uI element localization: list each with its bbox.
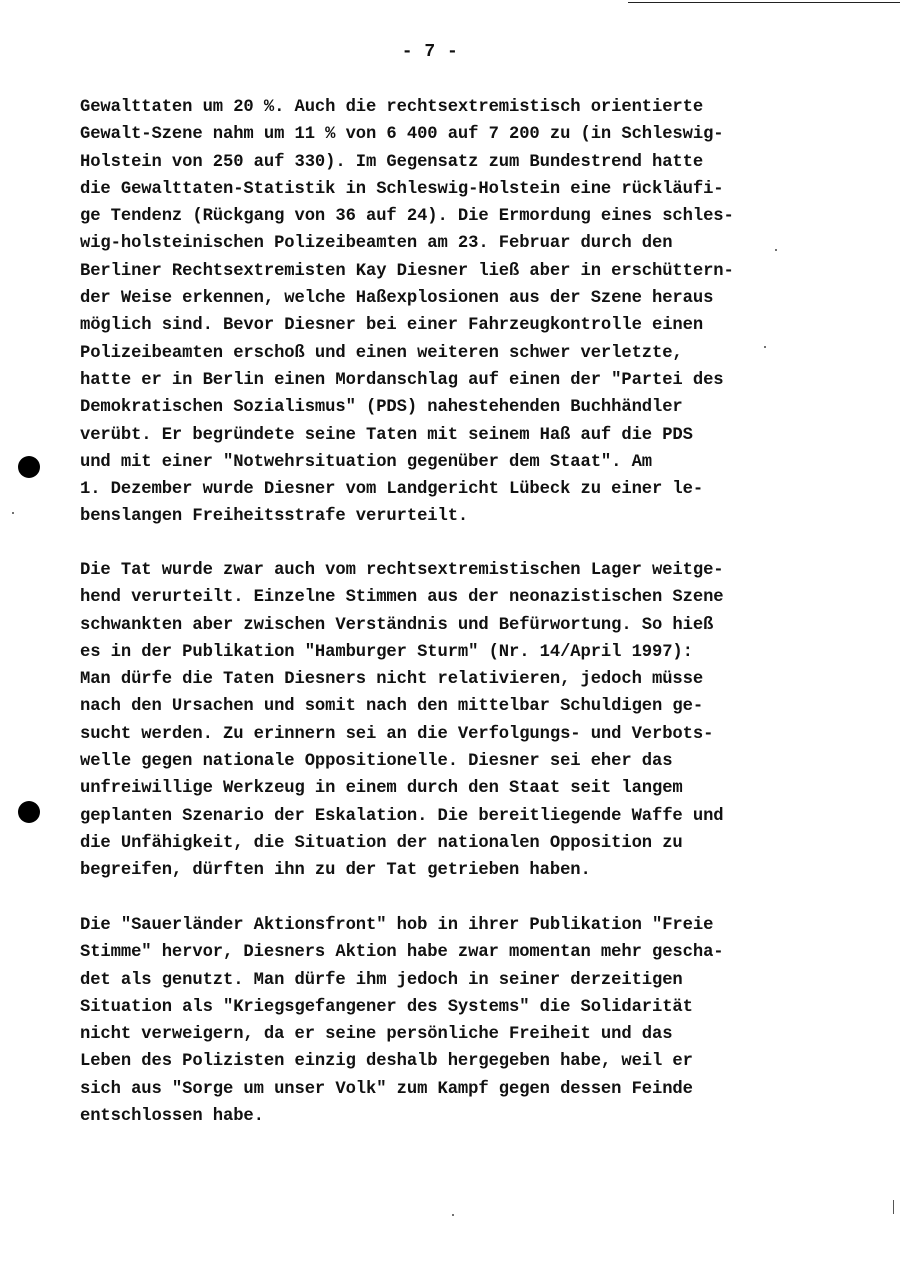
text-line: nicht verweigern, da er seine persönliche Freiheit und das — [80, 1025, 673, 1045]
text-line: Die Tat wurde zwar auch vom rechtsextremistischen Lager weitge- — [80, 561, 724, 580]
text-line: Gewalttaten um 20 %. Auch die rechtsextremistisch orientierte — [80, 98, 704, 117]
text-line: unfreiwillige Werkzeug in einem durch den Staat seit langem — [80, 779, 683, 799]
scan-speck — [12, 512, 14, 514]
text-line: nach den Ursachen und somit nach den mittelbar Schuldigen ge- — [80, 697, 704, 717]
page-number: - 7 - — [401, 42, 459, 62]
punch-hole — [18, 801, 40, 823]
text-line: Demokratischen Sozialismus" (PDS) nahestehenden Buchhändler — [80, 398, 683, 418]
paragraph-1 — [80, 94, 840, 531]
text-line: Man dürfe die Taten Diesners nicht relativieren, jedoch müsse — [80, 670, 704, 690]
punch-hole — [18, 456, 40, 478]
text-line: hatte er in Berlin einen Mordanschlag auf einen der "Partei des — [80, 370, 724, 390]
text-line: Holstein von 250 auf 330). Im Gegensatz zum Bundestrend hatte — [80, 152, 704, 172]
text-line: det als genutzt. Man dürfe ihm jedoch in seiner derzeitigen — [80, 970, 683, 990]
text-line: welle gegen nationale Oppositionelle. Diesner sei eher das — [80, 752, 673, 772]
text-line: Stimme" hervor, Diesners Aktion habe zwar momentan mehr gescha- — [80, 943, 724, 963]
text-line: Gewalt-Szene nahm um 11 % von 6 400 auf 7 200 zu (in Schleswig- — [80, 125, 724, 145]
scan-speck — [452, 1214, 454, 1216]
text-line: Situation als "Kriegsgefangener des Systems" die Solidarität — [80, 997, 693, 1017]
text-line: und mit einer "Notwehrsituation gegenüber dem Staat". Am — [80, 452, 652, 472]
text-line: Polizeibeamten erschoß und einen weiteren schwer verletzte, — [80, 343, 683, 363]
text-line: Berliner Rechtsextremisten Kay Diesner ließ aber in erschüttern- — [80, 261, 734, 281]
text-line: möglich sind. Bevor Diesner bei einer Fahrzeugkontrolle einen — [80, 316, 704, 336]
text-line: hend verurteilt. Einzelne Stimmen aus der neonazistischen Szene — [80, 588, 724, 608]
text-line: sucht werden. Zu erinnern sei an die Verfolgungs- und Verbots- — [80, 724, 714, 744]
text-line: 1. Dezember wurde Diesner vom Landgericht Lübeck zu einer le- — [80, 480, 704, 500]
text-line: es in der Publikation "Hamburger Sturm" (Nr. 14/April 1997): — [80, 642, 693, 662]
text-line: begreifen, dürften ihn zu der Tat getrieben haben. — [80, 861, 591, 881]
text-line: verübt. Er begründete seine Taten mit seinem Haß auf die PDS — [80, 425, 693, 445]
top-rule — [628, 2, 900, 3]
scan-edge-mark — [893, 1200, 894, 1214]
text-line: Die "Sauerländer Aktionsfront" hob in ihrer Publikation "Freie — [80, 916, 714, 935]
paragraph-3 — [80, 912, 840, 1130]
text-line: der Weise erkennen, welche Haßexplosionen aus der Szene heraus — [80, 289, 714, 309]
text-line: benslangen Freiheitsstrafe verurteilt. — [80, 507, 469, 527]
paragraph-2 — [80, 557, 840, 885]
text-line: sich aus "Sorge um unser Volk" zum Kampf gegen dessen Feinde — [80, 1079, 693, 1099]
text-line: wig-holsteinischen Polizeibeamten am 23. Februar durch den — [80, 234, 673, 254]
text-line: die Gewalttaten-Statistik in Schleswig-Holstein eine rückläufi- — [80, 179, 724, 199]
text-line: schwankten aber zwischen Verständnis und Befürwortung. So hieß — [80, 615, 714, 635]
text-line: ge Tendenz (Rückgang von 36 auf 24). Die Ermordung eines schles- — [80, 207, 734, 227]
text-line: Leben des Polizisten einzig deshalb hergegeben habe, weil er — [80, 1052, 693, 1072]
text-line: entschlossen habe. — [80, 1107, 264, 1127]
text-line: die Unfähigkeit, die Situation der nationalen Opposition zu — [80, 833, 683, 853]
text-line: geplanten Szenario der Eskalation. Die bereitliegende Waffe und — [80, 806, 724, 826]
